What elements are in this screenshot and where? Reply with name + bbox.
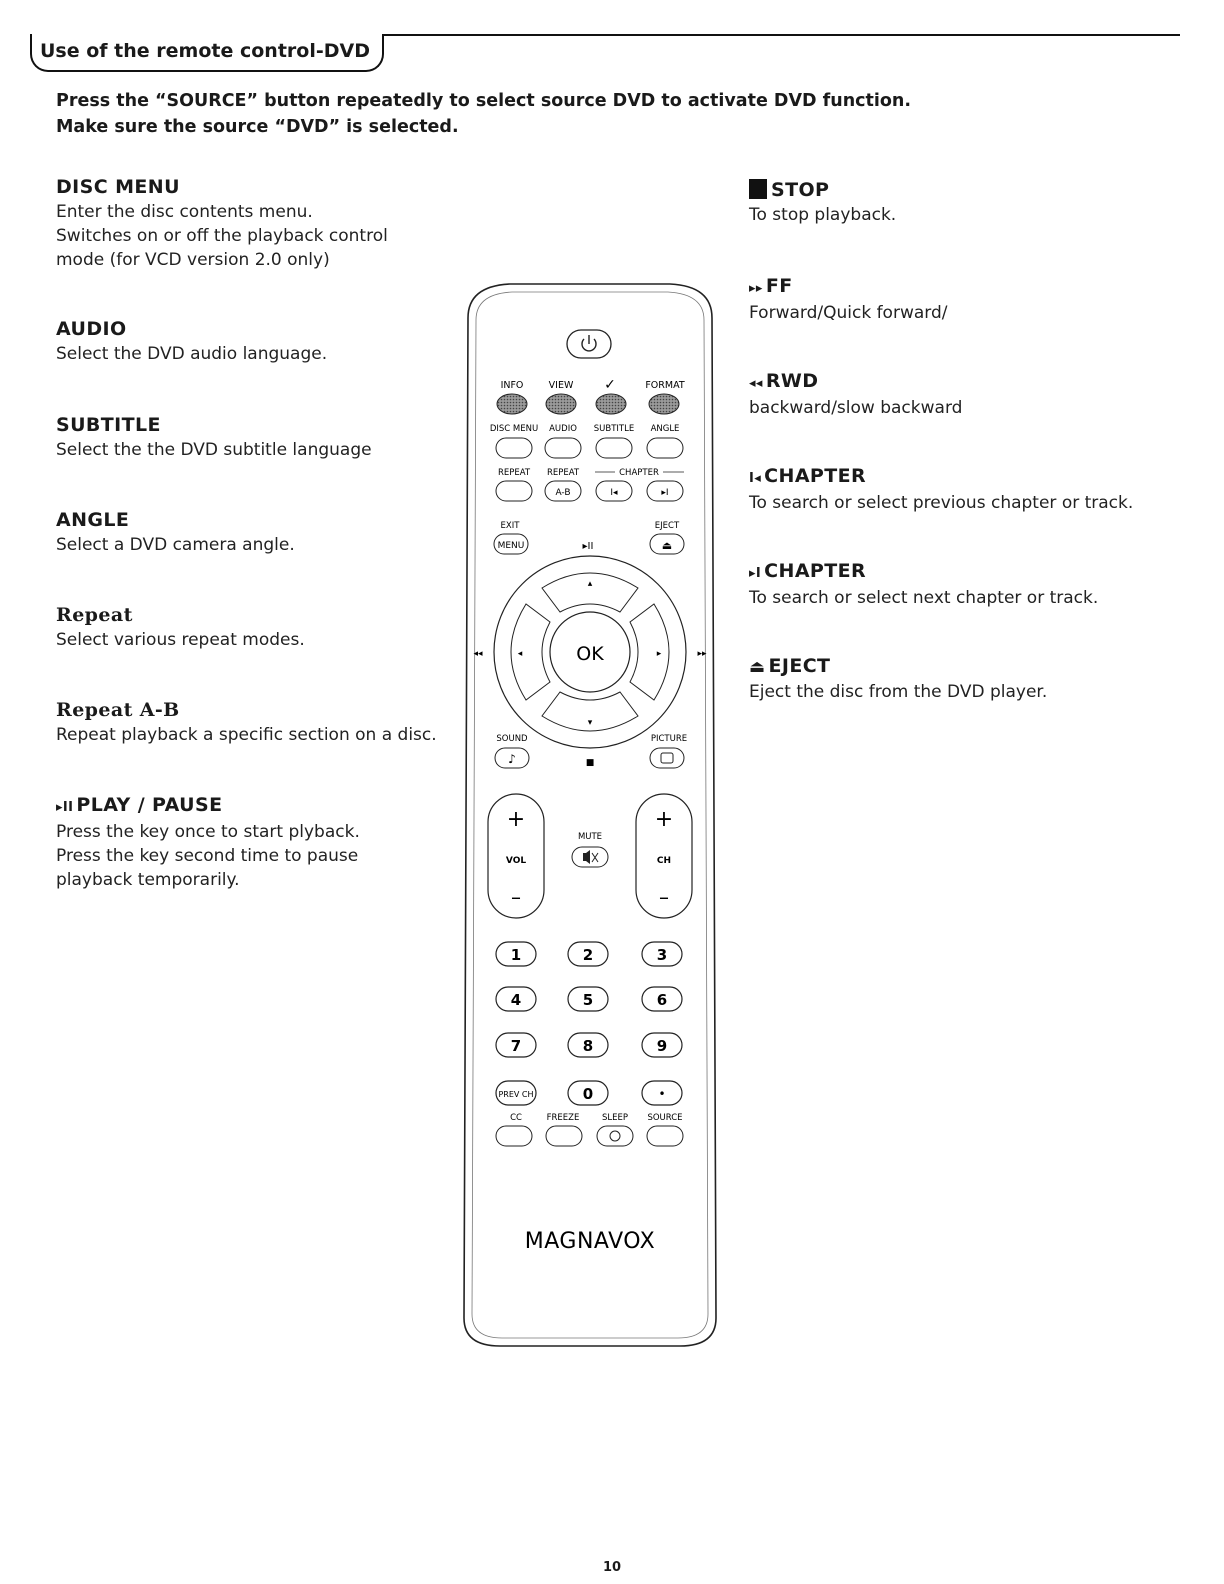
digit-6-label: 6 bbox=[656, 991, 668, 1009]
entry-line: Repeat playback a specific section on a disc. bbox=[56, 725, 437, 745]
play-pause-icon: ▸II bbox=[56, 800, 74, 815]
digit-1-label: 1 bbox=[510, 946, 522, 964]
entry-title bbox=[749, 464, 1189, 491]
ok-label: OK bbox=[576, 643, 604, 665]
entry-prev-chapter bbox=[749, 464, 1189, 515]
prev-chapter-icon: I◂ bbox=[610, 488, 618, 498]
channel-up-icon: + bbox=[654, 807, 674, 832]
entry-repeat-ab bbox=[56, 698, 456, 747]
volume-up-icon: + bbox=[506, 807, 526, 832]
entry-ff bbox=[749, 274, 1189, 325]
up-arrow-icon: ▴ bbox=[587, 579, 593, 589]
view-label: VIEW bbox=[548, 380, 574, 391]
digit-5-label: 5 bbox=[582, 991, 594, 1009]
next-chapter-icon: ▸I bbox=[749, 566, 762, 581]
entry-line: Select the the DVD subtitle language bbox=[56, 440, 372, 460]
disc-menu-label: DISC MENU bbox=[489, 424, 539, 434]
info-label: INFO bbox=[500, 380, 524, 391]
entry-subtitle bbox=[56, 413, 456, 462]
entry-title-text: FF bbox=[765, 275, 793, 297]
freeze-button[interactable] bbox=[546, 1126, 582, 1146]
entry-title-text: PLAY / PAUSE bbox=[76, 794, 223, 816]
page-number: 10 bbox=[602, 1560, 622, 1575]
digit-2-label: 2 bbox=[582, 946, 594, 964]
entry-line: backward/slow backward bbox=[749, 398, 963, 418]
entry-title: Repeat A-B bbox=[56, 699, 180, 721]
entry-line: To stop playback. bbox=[749, 205, 897, 225]
entry-line: To search or select next chapter or track. bbox=[749, 588, 1099, 608]
repeat-ab-label: REPEAT bbox=[546, 468, 580, 478]
cc-button[interactable] bbox=[496, 1126, 532, 1146]
digit-9-label: 9 bbox=[656, 1037, 668, 1055]
entry-line: Select a DVD camera angle. bbox=[56, 535, 295, 555]
entry-title-text: CHAPTER bbox=[764, 560, 867, 582]
audio-button[interactable] bbox=[545, 438, 581, 458]
volume-down-icon: – bbox=[511, 885, 521, 909]
repeat-button[interactable] bbox=[496, 481, 532, 501]
repeat-label: REPEAT bbox=[497, 468, 531, 478]
entry-line: Enter the disc contents menu. bbox=[56, 202, 313, 222]
entry-play-pause bbox=[56, 793, 456, 892]
audio-label: AUDIO bbox=[549, 424, 577, 434]
source-button[interactable] bbox=[647, 1126, 683, 1146]
channel-down-icon: – bbox=[659, 885, 669, 909]
subtitle-label: SUBTITLE bbox=[593, 424, 635, 434]
entry-title: DISC MENU bbox=[56, 176, 180, 198]
stop-button[interactable]: ■ bbox=[585, 758, 595, 768]
fast-forward-icon: ▸▸ bbox=[749, 281, 763, 296]
digit-8-label: 8 bbox=[582, 1037, 594, 1055]
fast-forward-button[interactable]: ▸▸ bbox=[697, 649, 707, 659]
mute-label: MUTE bbox=[577, 832, 603, 842]
subtitle-button[interactable] bbox=[596, 438, 632, 458]
entry-line: Switches on or off the playback control bbox=[56, 226, 388, 246]
entry-line: mode (for VCD version 2.0 only) bbox=[56, 250, 330, 270]
picture-button[interactable] bbox=[650, 748, 684, 768]
menu-label: MENU bbox=[497, 541, 525, 551]
rewind-icon: ◂◂ bbox=[749, 376, 763, 391]
entry-repeat bbox=[56, 603, 456, 652]
entry-title: AUDIO bbox=[56, 318, 127, 340]
angle-button[interactable] bbox=[647, 438, 683, 458]
format-button[interactable] bbox=[649, 394, 679, 414]
chapter-label: CHAPTER bbox=[619, 468, 659, 478]
sleep-label: SLEEP bbox=[602, 1113, 628, 1123]
entry-title-text: RWD bbox=[765, 370, 819, 392]
brand-logo: MAGNAVOX bbox=[524, 1229, 656, 1254]
entry-eject bbox=[749, 654, 1189, 704]
play-pause-button[interactable]: ▸II bbox=[582, 541, 594, 552]
remote-control-illustration bbox=[440, 278, 740, 1358]
digit-3-label: 3 bbox=[656, 946, 668, 964]
eject-icon: ⏏ bbox=[749, 657, 766, 677]
rewind-button[interactable]: ◂◂ bbox=[473, 649, 483, 659]
entry-title bbox=[56, 793, 456, 820]
eject-label: EJECT bbox=[654, 521, 680, 531]
stop-icon bbox=[749, 179, 767, 199]
entry-line: Forward/Quick forward/ bbox=[749, 303, 948, 323]
entry-line: To search or select previous chapter or track. bbox=[749, 493, 1134, 513]
right-arrow-icon: ▸ bbox=[656, 649, 662, 659]
ch-label: CH bbox=[656, 856, 672, 866]
entry-title bbox=[749, 559, 1189, 586]
section-title: Use of the remote control-DVD bbox=[30, 34, 384, 72]
dot-label: • bbox=[658, 1087, 666, 1101]
entry-title bbox=[749, 178, 1189, 203]
entry-line: Press the key second time to pause bbox=[56, 846, 359, 866]
prev-ch-label: PREV CH bbox=[498, 1090, 534, 1099]
view-button[interactable] bbox=[546, 394, 576, 414]
picture-label: PICTURE bbox=[650, 734, 688, 744]
exit-label: EXIT bbox=[500, 521, 520, 531]
digit-0-label: 0 bbox=[582, 1085, 594, 1103]
entry-title-text: STOP bbox=[771, 179, 830, 201]
check-label: ✓ bbox=[604, 377, 616, 393]
entry-disc-menu bbox=[56, 175, 456, 272]
sleep-button[interactable] bbox=[597, 1126, 633, 1146]
vol-label: VOL bbox=[505, 856, 527, 866]
source-label: SOURCE bbox=[647, 1113, 683, 1123]
angle-label: ANGLE bbox=[650, 424, 680, 434]
info-button[interactable] bbox=[497, 394, 527, 414]
entry-angle bbox=[56, 508, 456, 557]
down-arrow-icon: ▾ bbox=[587, 718, 593, 728]
entry-line: Press the key once to start plyback. bbox=[56, 822, 360, 842]
entry-title bbox=[749, 654, 1189, 680]
freeze-label: FREEZE bbox=[546, 1113, 580, 1123]
entry-stop bbox=[749, 178, 1189, 227]
entry-title: Repeat bbox=[56, 604, 133, 626]
entry-title: SUBTITLE bbox=[56, 414, 161, 436]
sound-label: SOUND bbox=[496, 734, 528, 744]
intro bbox=[56, 88, 911, 140]
note-icon: ♪ bbox=[508, 752, 516, 766]
entry-rwd bbox=[749, 369, 1189, 420]
left-arrow-icon: ◂ bbox=[517, 649, 523, 659]
entry-next-chapter bbox=[749, 559, 1189, 610]
entry-title bbox=[749, 274, 1189, 301]
entry-title-text: CHAPTER bbox=[764, 465, 867, 487]
entry-line: Select various repeat modes. bbox=[56, 630, 305, 650]
entry-title: ANGLE bbox=[56, 509, 130, 531]
eject-icon: ⏏ bbox=[661, 539, 673, 552]
check-button[interactable] bbox=[596, 394, 626, 414]
entry-line: playback temporarily. bbox=[56, 870, 240, 890]
cc-label: CC bbox=[510, 1113, 522, 1123]
previous-chapter-icon: I◂ bbox=[749, 471, 762, 486]
entry-title bbox=[749, 369, 1189, 396]
entry-audio bbox=[56, 317, 456, 366]
format-label: FORMAT bbox=[645, 380, 685, 391]
intro-line-2: Make sure the source “DVD” is selected. bbox=[56, 117, 459, 137]
disc-menu-button[interactable] bbox=[496, 438, 532, 458]
intro-line-1: Press the “SOURCE” button repeatedly to select source DVD to activate DVD function. bbox=[56, 91, 912, 111]
ab-label: A-B bbox=[555, 488, 571, 498]
next-chapter-icon: ▸I bbox=[661, 488, 669, 498]
digit-4-label: 4 bbox=[510, 991, 522, 1009]
entry-line: Eject the disc from the DVD player. bbox=[749, 682, 1048, 702]
entry-title-text: EJECT bbox=[768, 655, 831, 677]
entry-line: Select the DVD audio language. bbox=[56, 344, 328, 364]
digit-7-label: 7 bbox=[510, 1037, 522, 1055]
